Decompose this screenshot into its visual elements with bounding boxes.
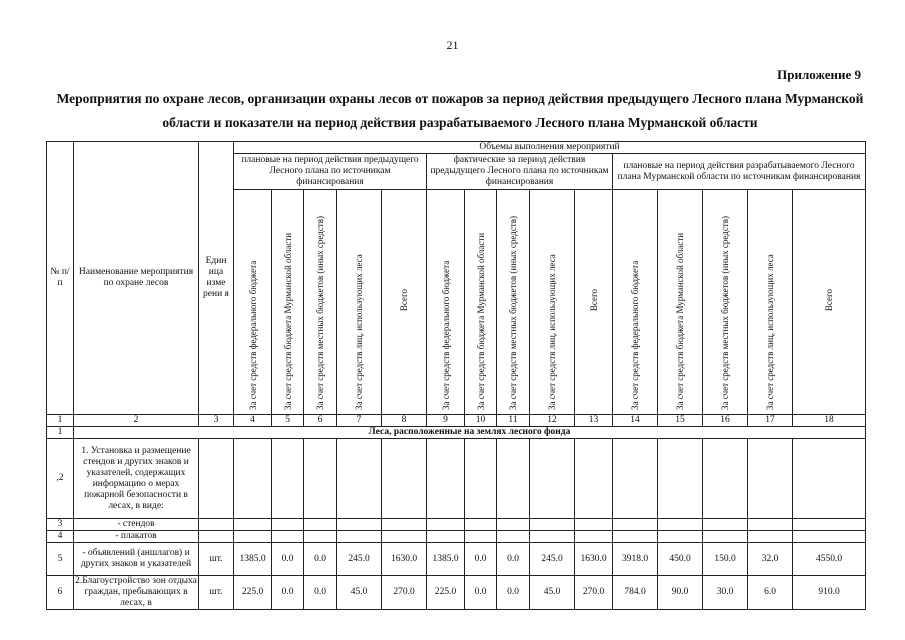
col-number: 3 [199,415,234,427]
value-cell: 450.0 [658,543,703,576]
value-cell: 0.0 [497,543,530,576]
value-cell: 245.0 [337,543,382,576]
section-label: Леса, расположенные на землях лесного фонда [74,427,866,439]
value-cell: 270.0 [575,576,613,610]
header-group-planned-previous: плановые на период действия предыдущего Лесного плана по источникам финансирования [234,154,427,190]
table-row [47,543,866,576]
value-cell: 0.0 [497,576,530,610]
header-federal-3: За счет средств федерального бюджета [613,190,658,415]
value-cell: 1385.0 [427,543,465,576]
section-row [47,427,866,439]
row-name: 2.Благоустройство зон отдыха граждан, пребывающих в лесах, в [75,576,197,608]
value-cell: 0.0 [272,576,304,610]
header-name: Наименование мероприятия по охране лесов [74,142,199,415]
value-cell: 4550.0 [793,543,866,576]
value-cell: 1630.0 [575,543,613,576]
col-number: 17 [748,415,793,427]
header-local-1: За счет средств местных бюджетов (иных средств) [304,190,337,415]
header-regional-1: За счет средств бюджета Мурманской области [272,190,304,415]
value-cell: 6.0 [748,576,793,610]
header-federal-1: За счет средств федерального бюджета [234,190,272,415]
col-number: 2 [74,415,199,427]
header-regional-2: За счет средств бюджета Мурманской области [465,190,497,415]
header-users-1: За счет средств лиц, использующих леса [337,190,382,415]
row-name: 1. Установка и размещение стендов и других знаков и указателей, содержащих информацию о мерах пожарной безопасности в лесах, в виде: [74,439,199,519]
header-total-1: Всего [382,190,427,415]
row-num: ,2 [47,439,74,519]
value-cell: 1630.0 [382,543,427,576]
value-cell: 0.0 [304,543,337,576]
col-number: 1 [47,415,74,427]
value-cell: 1385.0 [234,543,272,576]
document-title [40,87,880,135]
header-regional-3: За счет средств бюджета Мурманской области [658,190,703,415]
value-cell: 225.0 [427,576,465,610]
column-numbers-row [47,415,866,427]
header-group-actual-previous: фактические за период действия предыдущего Лесного плана по источникам финансирования [427,154,613,190]
row-num: 5 [47,543,74,576]
header-users-2: За счет средств лиц, использующих леса [530,190,575,415]
header-volumes: Объемы выполнения мероприятий [234,142,866,154]
value-cell: 90.0 [658,576,703,610]
col-number: 5 [272,415,304,427]
value-cell: 225.0 [234,576,272,610]
header-group-planned-new: плановые на период действия разрабатываемого Лесного плана Мурманской области по источникам финансирования [613,154,866,190]
col-number: 18 [793,415,866,427]
header-unit: Един ица изме рени я [199,142,234,415]
col-number: 6 [304,415,337,427]
value-cell: 45.0 [337,576,382,610]
appendix-label: Приложение 9 [777,67,861,82]
col-number: 7 [337,415,382,427]
row-num: 3 [47,519,74,531]
row-name: - плакатов [74,531,199,543]
header-total-2: Всего [575,190,613,415]
value-cell: 0.0 [272,543,304,576]
col-number: 11 [497,415,530,427]
header-num: № п/п [47,142,74,415]
col-number: 14 [613,415,658,427]
col-number: 4 [234,415,272,427]
col-number: 12 [530,415,575,427]
table-row [47,531,866,543]
col-number: 8 [382,415,427,427]
value-cell: 0.0 [465,576,497,610]
page-number: 21 [446,38,459,52]
value-cell: 150.0 [703,543,748,576]
header-local-2: За счет средств местных бюджетов (иных средств) [497,190,530,415]
title-line-2: области и показатели на период действия разрабатываемого Лесного плана Мурманской области [162,115,758,130]
col-number: 10 [465,415,497,427]
value-cell: 3918.0 [613,543,658,576]
value-cell: 910.0 [793,576,866,610]
header-users-3: За счет средств лиц, использующих леса [748,190,793,415]
col-number: 13 [575,415,613,427]
header-total-3: Всего [793,190,866,415]
row-unit: шт. [199,576,234,610]
row-num: 4 [47,531,74,543]
value-cell: 0.0 [304,576,337,610]
value-cell: 245.0 [530,543,575,576]
measures-table [46,141,866,610]
value-cell: 784.0 [613,576,658,610]
value-cell: 45.0 [530,576,575,610]
header-local-3: За счет средств местных бюджетов (иных средств) [703,190,748,415]
row-num: 6 [47,576,74,610]
col-number: 16 [703,415,748,427]
col-number: 9 [427,415,465,427]
table-row [47,439,866,519]
col-number: 15 [658,415,703,427]
section-num: 1 [47,427,74,439]
value-cell: 0.0 [465,543,497,576]
table-row [47,519,866,531]
header-federal-2: За счет средств федерального бюджета [427,190,465,415]
value-cell: 30.0 [703,576,748,610]
value-cell: 32.0 [748,543,793,576]
row-name: - стендов [74,519,199,531]
table-row [47,576,866,610]
row-unit: шт. [199,543,234,576]
value-cell: 270.0 [382,576,427,610]
title-line-1: Мероприятия по охране лесов, организации охраны лесов от пожаров за период действия предыдущего Лесного плана Мурманской [56,91,864,106]
row-name: - объявлений (аншлагов) и других знаков и указателей [74,543,199,576]
